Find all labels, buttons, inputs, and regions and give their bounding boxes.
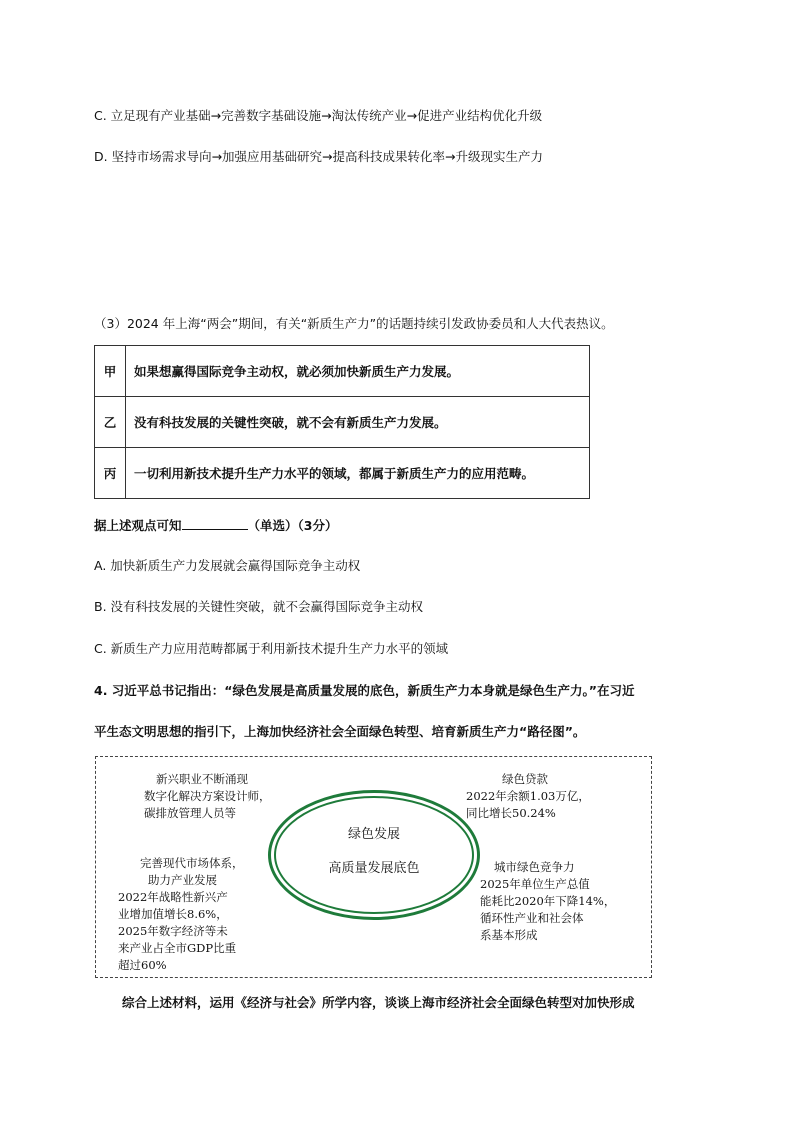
top-right-block: 绿色贷款 2022年余额1.03万亿， 同比增长50.24%	[466, 772, 590, 820]
q4-task: 综合上述材料，运用《经济与社会》所学内容，谈谈上海市经济社会全面绿色转型对加快形成	[122, 995, 635, 1010]
q3-prompt-after: （单选）（3分）	[247, 518, 338, 533]
center-label-1: 绿色发展	[347, 827, 400, 842]
bottom-left-block: 完善现代市场体系， 助力产业发展 2022年战略性新兴产 业增加值增长8.6%， 2025年数字经济等未 来产业占全市GDP比重 超过60%	[118, 856, 244, 972]
q3-prompt-before: 据上述观点可知	[94, 518, 182, 533]
bottom-right-block: 城市绿色竞争力 2025年单位生产总值 能耗比2020年下降14%， 循环性产业和社会体 系基本形成	[480, 860, 616, 942]
q3-prompt	[94, 517, 337, 534]
option-b-q3: B. 没有科技发展的关键性突破，就不会赢得国际竞争主动权	[94, 599, 424, 614]
answer-blank	[182, 517, 248, 530]
row-text: 没有科技发展的关键性突破，就不会有新质生产力发展。	[126, 397, 590, 448]
q4-line1: 4. 习近平总书记指出：“绿色发展是高质量发展的底色，新质生产力本身就是绿色生产力。”在习近	[94, 683, 635, 698]
row-tag: 甲	[95, 346, 126, 397]
inner-ellipse	[274, 796, 474, 914]
row-text: 一切利用新技术提升生产力水平的领域，都属于新质生产力的应用范畴。	[126, 448, 590, 499]
option-c-q2: C. 立足现有产业基础→完善数字基础设施→淘汰传统产业→促进产业结构优化升级	[94, 108, 543, 123]
option-d-q2: D. 坚持市场需求导向→加强应用基础研究→提高科技成果转化率→升级现实生产力	[94, 149, 543, 164]
row-tag: 丙	[95, 448, 126, 499]
viewpoints-table	[94, 345, 590, 499]
row-text: 如果想赢得国际竞争主动权，就必须加快新质生产力发展。	[126, 346, 590, 397]
q4-line2: 平生态文明思想的指引下，上海加快经济社会全面绿色转型、培育新质生产力“路径图”。	[94, 724, 586, 739]
option-a-q3: A. 加快新质生产力发展就会赢得国际竞争主动权	[94, 558, 361, 573]
table-row	[95, 448, 590, 499]
center-label-2: 高质量发展底色	[328, 861, 420, 876]
table-row	[95, 346, 590, 397]
table-row	[95, 397, 590, 448]
green-development-diagram	[95, 756, 652, 978]
top-left-block: 新兴职业不断涌现 数字化解决方案设计师， 碳排放管理人员等	[144, 772, 271, 820]
q3-stem: （3）2024 年上海“两会”期间，有关“新质生产力”的话题持续引发政协委员和人大代表热议。	[94, 316, 614, 331]
row-tag: 乙	[95, 397, 126, 448]
option-c-q3: C. 新质生产力应用范畴都属于利用新技术提升生产力水平的领域	[94, 641, 449, 656]
